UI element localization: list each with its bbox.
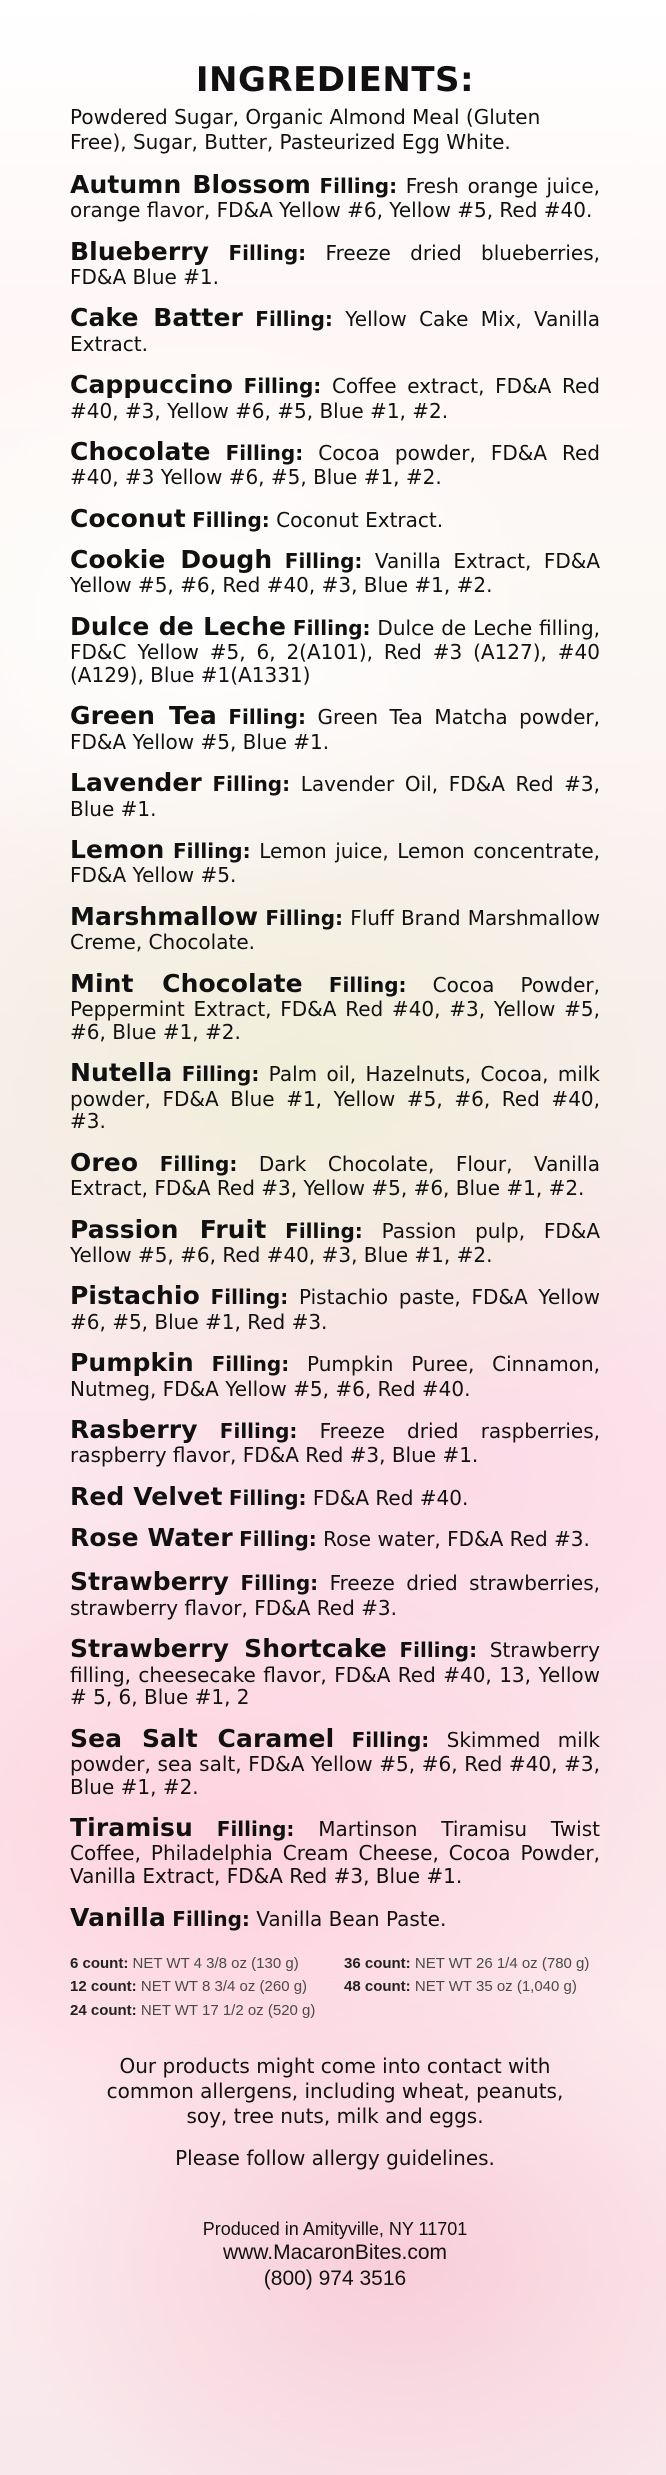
net-weight-text: NET WT 35 oz (1,040 g) xyxy=(414,1978,577,1996)
flavor-item-strawberry xyxy=(70,1568,600,1619)
flavor-ingredients: Coconut Extract. xyxy=(276,507,444,532)
filling-label: Filling: xyxy=(225,441,304,466)
flavor-item-mint-chocolate xyxy=(70,970,600,1043)
flavor-name: Rose Water xyxy=(70,1523,233,1553)
flavor-ingredients: Cocoa Powder, Peppermint Extract, FD&A Red #40, #3, Yellow #5, #6, Blue #1, #2. xyxy=(70,972,600,1044)
filling-label: Filling: xyxy=(284,549,363,574)
flavor-ingredients: Martinson Tiramisu Twist Coffee, Philadelphia Cream Cheese, Cocoa Powder, Vanilla Extract, FD&A Red #3, Blue #1. xyxy=(70,1817,600,1888)
filling-label: Filling: xyxy=(255,307,333,332)
ingredients-intro: Powdered Sugar, Organic Almond Meal (Gluten Free), Sugar, Butter, Pasteurized Egg White. xyxy=(70,104,541,154)
flavor-name: Lavender xyxy=(70,768,202,798)
net-weight-count: 24 count: xyxy=(70,2001,137,2019)
flavor-name: Dulce de Leche xyxy=(70,612,287,642)
filling-label: Filling: xyxy=(210,1285,289,1310)
net-weight-text: NET WT 4 3/8 oz (130 g) xyxy=(132,1954,299,1972)
flavor-ingredients: Vanilla Extract, FD&A Yellow #5, #6, Red #40, #3, Blue #1, #2. xyxy=(70,549,601,598)
flavor-name: Autumn Blossom xyxy=(70,169,311,199)
flavor-ingredients: Freeze dried blueberries, FD&A Blue #1. xyxy=(70,240,601,289)
filling-label: Filling: xyxy=(239,1527,317,1552)
net-weight-text: NET WT 17 1/2 oz (520 g) xyxy=(140,2001,316,2019)
filling-label: Filling: xyxy=(211,1352,290,1377)
flavor-name: Coconut xyxy=(70,503,186,533)
filling-label: Filling: xyxy=(292,616,371,641)
flavor-item-vanilla xyxy=(70,1904,600,1932)
net-weight-count: 48 count: xyxy=(344,1978,411,1996)
net-weight-12-count xyxy=(70,1977,326,1997)
flavor-ingredients: Fresh orange juice, orange flavor, FD&A Yellow #6, Yellow #5, Red #40. xyxy=(70,173,601,222)
flavor-name: Pumpkin xyxy=(70,1348,194,1378)
flavor-item-pumpkin xyxy=(70,1349,600,1400)
flavor-item-cookie-dough xyxy=(70,546,600,597)
flavor-name: Blueberry xyxy=(70,236,210,266)
flavor-name: Cake Batter xyxy=(70,303,243,333)
filling-label: Filling: xyxy=(243,374,322,399)
production-location: Produced in Amityville, NY 11701 xyxy=(202,2218,468,2239)
filling-label: Filling: xyxy=(228,1485,307,1510)
flavor-item-rose-water xyxy=(70,1524,600,1552)
flavor-item-cappuccino xyxy=(70,371,600,422)
filling-label: Filling: xyxy=(192,507,270,532)
filling-label: Filling: xyxy=(319,173,398,198)
flavor-ingredients: Lemon juice, Lemon concentrate, FD&A Yellow #5. xyxy=(70,839,600,888)
flavor-ingredients: Pumpkin Puree, Cinnamon, Nutmeg, FD&A Yellow #5, #6, Red #40. xyxy=(70,1352,601,1401)
flavor-item-oreo xyxy=(70,1149,600,1200)
filling-label: Filling: xyxy=(285,1218,363,1243)
flavor-item-strawberry-shortcake xyxy=(70,1635,600,1708)
net-weight-count: 12 count: xyxy=(70,1978,137,1996)
net-weight-6-count xyxy=(70,1954,326,1974)
filling-label: Filling: xyxy=(172,1906,250,1931)
flavor-name: Mint Chocolate xyxy=(70,968,303,998)
flavor-name: Chocolate xyxy=(70,437,211,467)
flavor-name: Marshmallow xyxy=(70,902,259,931)
flavor-name: Red Velvet xyxy=(70,1481,223,1511)
flavor-item-pistachio xyxy=(70,1282,600,1333)
filling-label: Filling: xyxy=(240,1571,319,1596)
flavor-ingredients: Vanilla Bean Paste. xyxy=(256,1906,447,1931)
filling-label: Filling: xyxy=(212,772,291,797)
flavor-item-green-tea xyxy=(70,702,600,753)
flavor-ingredients: Lavender Oil, FD&A Red #3, Blue #1. xyxy=(70,772,600,821)
flavor-name: Green Tea xyxy=(70,701,217,731)
filling-label: Filling: xyxy=(172,839,251,864)
allergy-guideline: Please follow allergy guidelines. xyxy=(175,2146,495,2171)
filling-label: Filling: xyxy=(399,1638,478,1663)
flavor-item-chocolate xyxy=(70,438,600,489)
phone-number: (800) 974 3516 xyxy=(263,2266,407,2290)
flavor-name: Lemon xyxy=(70,835,165,865)
flavor-ingredients: Palm oil, Hazelnuts, Cocoa, milk powder, FD&A Blue #1, Yellow #5, #6, Red #40, #3. xyxy=(70,1062,601,1134)
flavor-item-blueberry xyxy=(70,238,600,289)
flavor-list xyxy=(70,171,600,1932)
flavor-name: Sea Salt Caramel xyxy=(70,1723,335,1753)
flavor-item-marshmallow xyxy=(70,903,600,954)
flavor-name: Nutella xyxy=(70,1058,173,1088)
flavor-item-passion-fruit xyxy=(70,1216,600,1267)
website-text: www.MacaronBites.com xyxy=(222,2241,448,2265)
flavor-ingredients: Rose water, FD&A Red #3. xyxy=(323,1527,590,1552)
flavor-item-coconut xyxy=(70,505,600,533)
filling-label: Filling: xyxy=(159,1151,238,1176)
flavor-ingredients: Fluff Brand Marshmallow Creme, Chocolate. xyxy=(70,906,600,955)
filling-label: Filling: xyxy=(219,1419,298,1444)
flavor-item-lemon xyxy=(70,836,600,887)
flavor-ingredients: Dulce de Leche filling, FD&C Yellow #5, 6, 2(A101), Red #3 (A127), #40 (A129), Blue #1(A1331) xyxy=(70,616,601,687)
flavor-ingredients: Dark Chocolate, Flour, Vanilla Extract, FD&A Red #3, Yellow #5, #6, Blue #1, #2. xyxy=(70,1151,600,1200)
flavor-ingredients: Skimmed milk powder, sea salt, FD&A Yellow #5, #6, Red #40, #3, Blue #1, #2. xyxy=(70,1727,600,1799)
flavor-name: Strawberry xyxy=(70,1567,230,1597)
flavor-name: Tiramisu xyxy=(70,1813,193,1843)
filling-label: Filling: xyxy=(228,705,306,730)
flavor-item-autumn-blossom xyxy=(70,171,600,222)
company-footer xyxy=(70,2219,600,2291)
allergen-text: Our products might come into contact with common allergens, including wheat, peanuts, soy, tree nuts, milk and eggs. xyxy=(106,2054,564,2128)
flavor-item-sea-salt-caramel xyxy=(70,1725,600,1798)
flavor-ingredients: Green Tea Matcha powder, FD&A Yellow #5, Blue #1. xyxy=(70,705,600,754)
flavor-name: Cookie Dough xyxy=(70,545,273,575)
net-weight-text: NET WT 8 3/4 oz (260 g) xyxy=(140,1978,308,1996)
flavor-item-nutella xyxy=(70,1059,600,1132)
flavor-item-tiramisu xyxy=(70,1814,600,1887)
flavor-name: Cappuccino xyxy=(70,370,233,400)
filling-label: Filling: xyxy=(265,906,344,930)
flavor-name: Pistachio xyxy=(70,1281,200,1311)
flavor-ingredients: Freeze dried strawberries, strawberry flavor, FD&A Red #3. xyxy=(70,1571,600,1620)
allergen-notice xyxy=(85,2054,585,2170)
flavor-item-lavender xyxy=(70,769,600,820)
net-weight-count: 36 count: xyxy=(344,1954,411,1972)
flavor-ingredients: Pistachio paste, FD&A Yellow #6, #5, Blue #1, Red #3. xyxy=(70,1285,601,1334)
flavor-item-rasberry xyxy=(70,1416,600,1467)
flavor-ingredients: Freeze dried raspberries, raspberry flavor, FD&A Red #3, Blue #1. xyxy=(70,1419,601,1468)
flavor-item-cake-batter xyxy=(70,304,600,355)
filling-label: Filling: xyxy=(228,240,307,265)
ingredients-panel xyxy=(70,62,600,2291)
flavor-ingredients: Passion pulp, FD&A Yellow #5, #6, Red #40, #3, Blue #1, #2. xyxy=(70,1218,601,1267)
flavor-ingredients: Yellow Cake Mix, Vanilla Extract. xyxy=(70,307,601,356)
flavor-name: Rasberry xyxy=(70,1415,198,1445)
net-weight-24-count xyxy=(70,2001,600,2021)
net-weight-48-count xyxy=(344,1977,600,1997)
filling-label: Filling: xyxy=(181,1062,260,1087)
flavor-ingredients: FD&A Red #40. xyxy=(312,1485,469,1510)
page-title: INGREDIENTS: xyxy=(195,60,475,100)
filling-label: Filling: xyxy=(351,1727,430,1752)
flavor-name: Strawberry Shortcake xyxy=(70,1634,387,1664)
flavor-item-red-velvet xyxy=(70,1483,600,1511)
flavor-ingredients: Strawberry filling, cheesecake flavor, FD&A Red #40, 13, Yellow # 5, 6, Blue #1, 2 xyxy=(70,1638,600,1710)
net-weight-text: NET WT 26 1/4 oz (780 g) xyxy=(414,1954,590,1972)
flavor-name: Passion Fruit xyxy=(70,1214,267,1244)
flavor-name: Vanilla xyxy=(70,1902,166,1932)
flavor-item-dulce-de-leche xyxy=(70,613,600,686)
flavor-name: Oreo xyxy=(70,1147,139,1177)
filling-label: Filling: xyxy=(216,1817,295,1842)
net-weight-36-count xyxy=(344,1954,600,1974)
filling-label: Filling: xyxy=(328,972,407,997)
net-weight-grid xyxy=(70,1954,600,2021)
net-weight-count: 6 count: xyxy=(70,1954,129,1972)
flavor-ingredients: Cocoa powder, FD&A Red #40, #3 Yellow #6, #5, Blue #1, #2. xyxy=(70,441,601,490)
flavor-ingredients: Coffee extract, FD&A Red #40, #3, Yellow #6, #5, Blue #1, #2. xyxy=(70,374,600,423)
